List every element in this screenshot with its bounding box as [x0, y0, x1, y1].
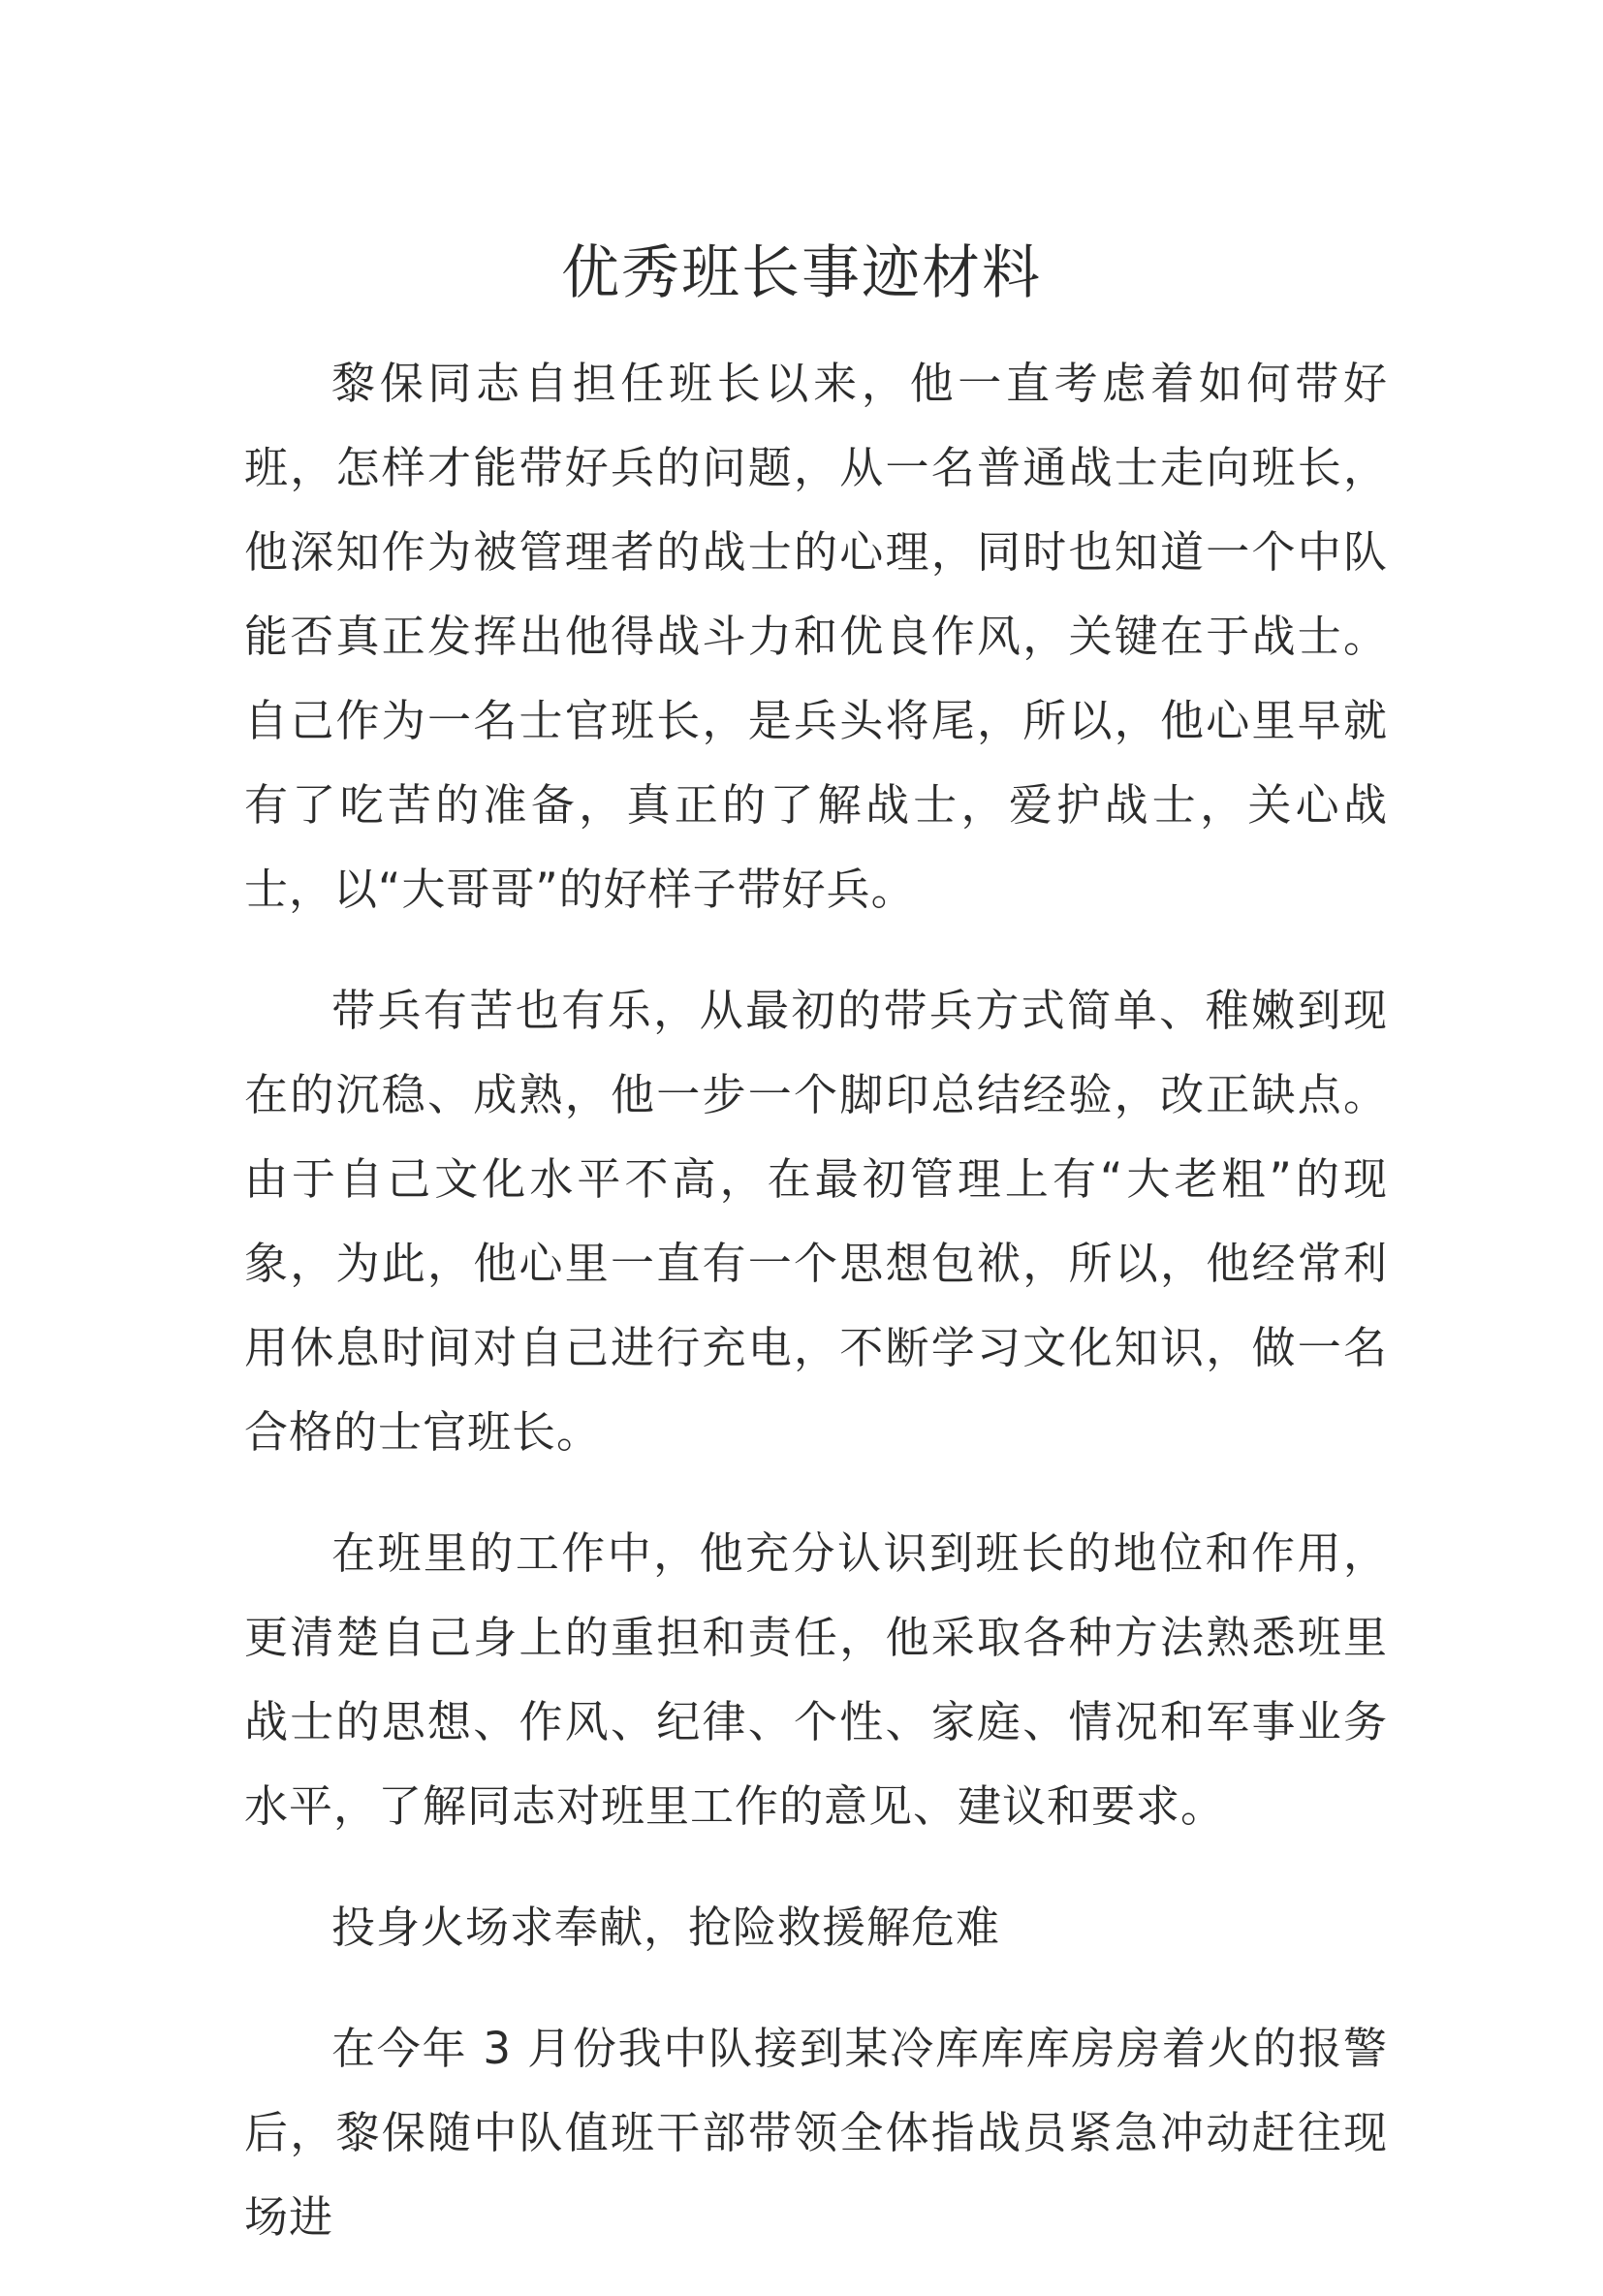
- paragraph-2: 带兵有苦也有乐，从最初的带兵方式简单、稚嫩到现在的沉稳、成熟，他一步一个脚印总结经验，改正缺点。由于自己文化水平不高，在最初管理上有“大老粗”的现象，为此，他心里一直有一个思想包袱，所以，他经常利用休息时间对自己进行充电，不断学习文化知识，做一名合格的士官班长。: [244, 985, 1388, 1458]
- paragraph-1: 黎保同志自担任班长以来，他一直考虑着如何带好班，怎样才能带好兵的问题，从一名普通战士走向班长，他深知作为被管理者的战士的心理，同时也知道一个中队能否真正发挥出他得战斗力和优良作风，关键在于战士。自己作为一名士官班长，是兵头将尾，所以，他心里早就有了吃苦的准备，真正的了解战士，爱护战士，关心战士，以“大哥哥”的好样子带好兵。: [244, 358, 1388, 915]
- document-body: [244, 341, 1388, 2296]
- paragraph-3: 在班里的工作中，他充分认识到班长的地位和作用，更清楚自己身上的重担和责任，他采取各种方法熟悉班里战士的思想、作风、纪律、个性、家庭、情况和军事业务水平，了解同志对班里工作的意见、建议和要求。: [244, 1527, 1388, 1832]
- paragraph-4: 在今年 3 月份我中队接到某冷库库库房房着火的报警后，黎保随中队值班干部带领全体指战员紧急冲动赶往现场进: [244, 2023, 1388, 2243]
- document-title: 优秀班长事迹材料: [561, 239, 1042, 307]
- section-heading: 投身火场求奉献，抢险救援解危难: [331, 1902, 1001, 1953]
